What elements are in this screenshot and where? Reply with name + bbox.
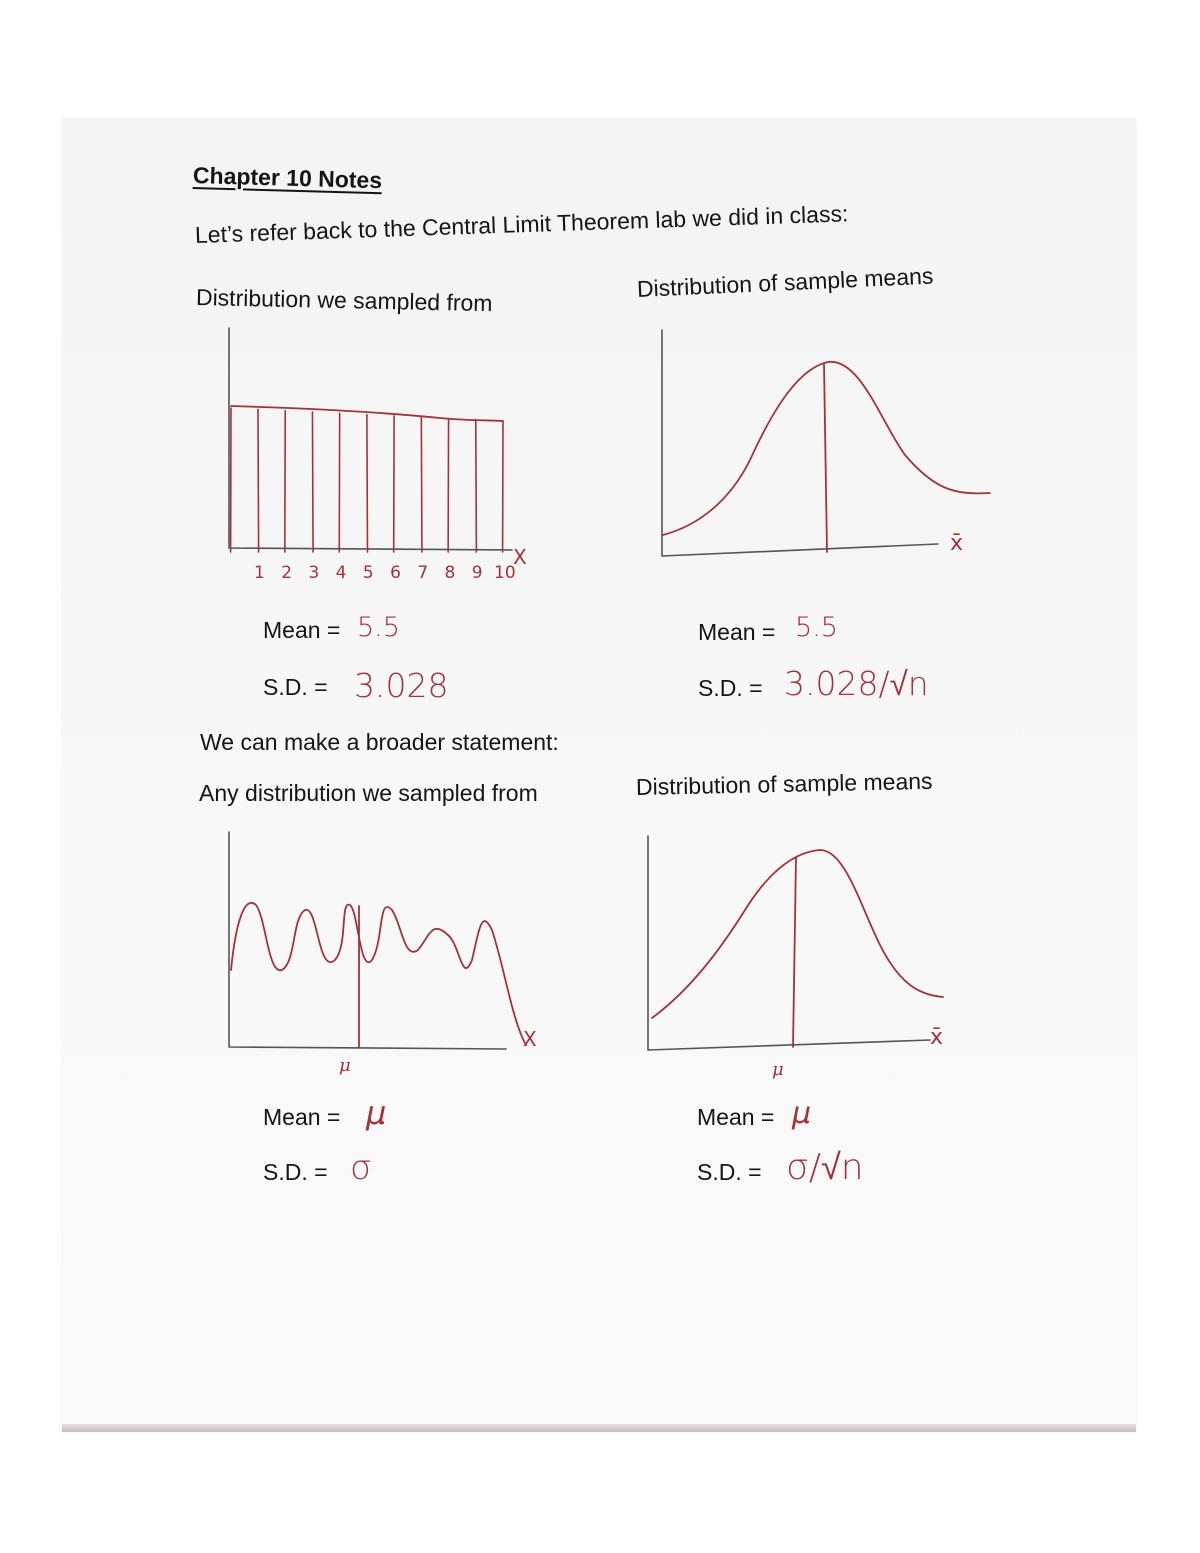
- histogram-bar-edge: [476, 420, 477, 552]
- mean-line-sampling: [824, 364, 827, 552]
- sampling-curve-chart: [662, 330, 990, 556]
- mean-value-any: μ: [366, 1094, 387, 1132]
- tick-label: 10: [494, 563, 516, 583]
- axis-any: [229, 832, 506, 1049]
- x-axis-variable-general-sampling: x̄: [930, 1025, 944, 1050]
- mean-label-general-sampling: Mean =: [697, 1104, 775, 1130]
- x-axis-variable-population: X: [513, 545, 527, 569]
- x-axis-variable-any: X: [523, 1027, 537, 1051]
- axis-population: [229, 328, 512, 550]
- sd-value-general-sampling: σ/√n: [786, 1147, 864, 1188]
- arbitrary-distribution-chart: [229, 832, 526, 1049]
- sd-label-any: S.D. =: [263, 1159, 328, 1185]
- heading-any-distribution: Any distribution we sampled from: [199, 780, 538, 806]
- mean-label-population: Mean =: [263, 617, 341, 643]
- sd-value-population: 3.028: [354, 666, 449, 705]
- histogram-bar-edge: [312, 412, 313, 552]
- mean-value-population: 5.5: [357, 612, 400, 643]
- tick-label: 9: [471, 563, 483, 583]
- sd-value-sampling: 3.028/√n: [784, 664, 929, 703]
- general-sampling-chart: [648, 836, 943, 1050]
- mu-marker-general-sampling: μ: [772, 1059, 784, 1080]
- axis-general-sampling: [648, 836, 930, 1050]
- sd-label-sampling: S.D. =: [698, 675, 763, 701]
- sd-label-population: S.D. =: [263, 674, 328, 700]
- mean-label-any: Mean =: [263, 1104, 341, 1130]
- histogram-bar-edge: [258, 409, 259, 552]
- multimodal-curve: [231, 903, 526, 1045]
- tick-label: 6: [390, 563, 401, 583]
- heading-population-distribution: Distribution we sampled from: [195, 284, 493, 317]
- heading-sampling-distribution: Distribution of sample means: [636, 262, 934, 302]
- broader-statement-text: We can make a broader statement:: [200, 729, 559, 755]
- tick-label: 5: [362, 563, 374, 583]
- histogram-bar-edge: [421, 417, 422, 552]
- x-axis-variable-sampling: x̄: [950, 531, 964, 556]
- mu-marker-any: μ: [339, 1055, 351, 1076]
- general-sampling-curve: [652, 850, 943, 1018]
- tick-label: 2: [281, 563, 293, 583]
- tick-label: 8: [444, 563, 456, 583]
- heading-sampling-distribution-general: Distribution of sample means: [635, 767, 933, 800]
- mean-value-sampling: 5.5: [795, 612, 838, 643]
- tick-label: 1: [254, 563, 265, 583]
- tick-label: 3: [308, 563, 320, 583]
- mean-value-general-sampling: μ: [792, 1096, 812, 1131]
- uniform-histogram: [229, 328, 512, 552]
- sd-label-general-sampling: S.D. =: [697, 1159, 762, 1185]
- page-title: Chapter 10 Notes: [192, 162, 383, 194]
- mean-label-sampling: Mean =: [698, 619, 776, 645]
- tick-label: 4: [335, 563, 347, 583]
- sd-value-any: σ: [350, 1148, 372, 1188]
- histogram-bar-edge: [367, 414, 368, 552]
- intro-text: Let’s refer back to the Central Limit Theorem lab we did in class:: [194, 200, 849, 248]
- tick-label: 7: [417, 563, 429, 583]
- mean-line-general-sampling: [793, 858, 796, 1047]
